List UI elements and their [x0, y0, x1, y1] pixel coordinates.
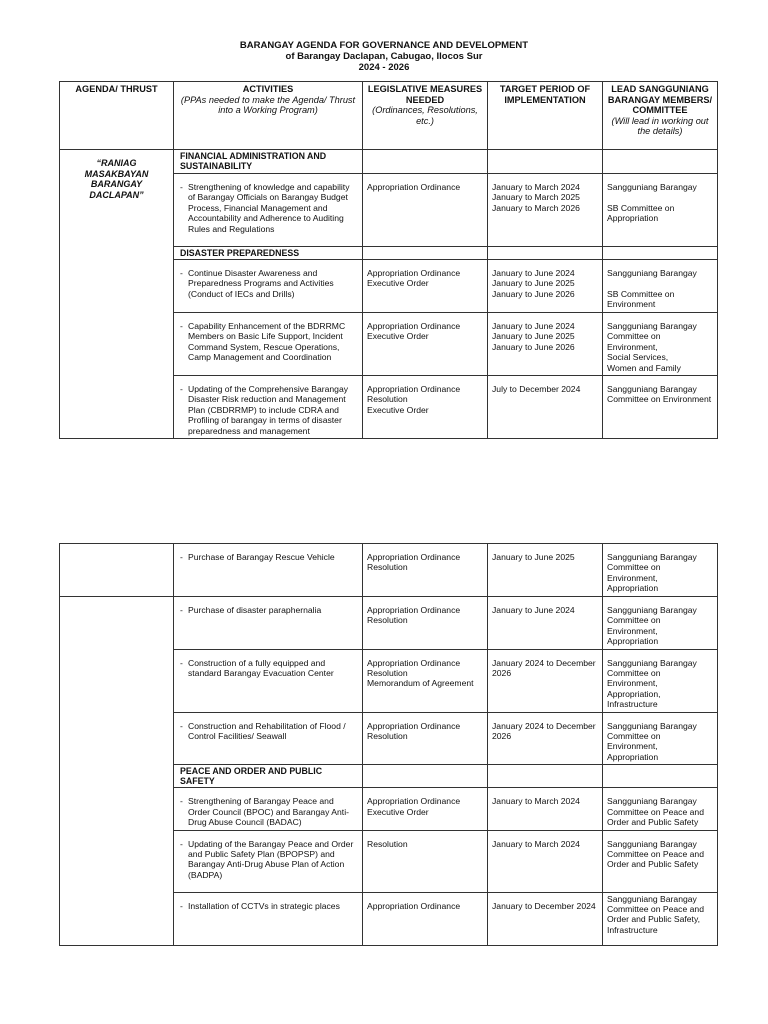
lead-cell: Sangguniang Barangay Committee on Peace and Order and Public Safety, Infrastructure	[603, 892, 718, 945]
table-row: - Purchase of Barangay Rescue Vehicle Appropriation Ordinance Resolution January to June 2025 Sangguniang Barangay Committee on Environment, Appropriation	[60, 544, 718, 597]
table-row: - Strengthening of knowledge and capability of Barangay Officials on Barangay Budget Process, Financial Management and Accountability and Adherence to Auditing Rules and Regulations Appropriation Ordinance January to March 2024 January to March 2025 January to March 2026 Sangguniang Barangay SB Committee on Appropriation	[60, 174, 718, 247]
table-row: - Capability Enhancement of the BDRRMC Members on Basic Life Support, Incident Command System, Rescue Operations, Camp Management and Coordination Appropriation Ordinance Executive Order January to June 2024 January to June 2025 January to June 2026 Sangguniang Barangay Committee on Environment, Social Services, Women and Family	[60, 313, 718, 376]
table-row: - Continue Disaster Awareness and Preparedness Programs and Activities (Conduct of IECs and Drills) Appropriation Ordinance Executive Order January to June 2024 January to June 2025 January to June 2026 Sangguniang Barangay SB Committee on Environment	[60, 260, 718, 313]
col-note-legislative: (Ordinances, Resolutions, etc.)	[372, 105, 478, 126]
legislative-cell: Appropriation Ordinance Executive Order	[363, 260, 488, 313]
table-row: - Strengthening of Barangay Peace and Order Council (BPOC) and Barangay Anti-Drug Abuse Council (BADAC) Appropriation Ordinance Executive Order January to March 2024 Sangguniang Barangay Committee on Peace and Order and Public Safety	[60, 788, 718, 830]
col-header-activities: ACTIVITIES (PPAs needed to make the Agenda/ Thrust into a Working Program)	[174, 82, 363, 150]
target-cell: January 2024 to December 2026	[488, 712, 603, 765]
target-cell: January to March 2024 January to March 2025 January to March 2026	[488, 174, 603, 247]
target-cell: January 2024 to December 2026	[488, 649, 603, 712]
activity-text: Updating of the Comprehensive Barangay Disaster Risk reduction and Management Plan (CBDRRMP) to include CDRA and Profiling of barangay in terms of disaster preparedness and management	[188, 384, 349, 436]
lead-cell: Sangguniang Barangay Committee on Environment, Appropriation	[603, 597, 718, 650]
activity-text: Purchase of disaster paraphernalia	[188, 605, 322, 615]
table-row: - Construction and Rehabilitation of Flood / Control Facilities/ Seawall Appropriation Ordinance Resolution January 2024 to December 2026 Sangguniang Barangay Committee on Environment, Appropriation	[60, 712, 718, 765]
legislative-cell: Appropriation Ordinance Resolution	[363, 544, 488, 597]
lead-cell: Sangguniang Barangay Committee on Environment, Appropriation	[603, 712, 718, 765]
lead-cell: Sangguniang Barangay SB Committee on Environment	[603, 260, 718, 313]
activity-text: Construction and Rehabilitation of Flood / Control Facilities/ Seawall	[188, 720, 346, 742]
lead-cell: Sangguniang Barangay Committee on Environment, Appropriation	[603, 544, 718, 597]
lead-cell: Sangguniang Barangay Committee on Peace and Order and Public Safety	[603, 788, 718, 830]
table-row: - Purchase of disaster paraphernalia Appropriation Ordinance Resolution January to June 2024 Sangguniang Barangay Committee on Environment, Appropriation	[60, 597, 718, 650]
activity-text: Continue Disaster Awareness and Preparedness Programs and Activities (Conduct of IECs and Drills)	[188, 268, 334, 299]
document-years: 2024 - 2026	[358, 62, 410, 73]
table-row: - Updating of the Barangay Peace and Order and Public Safety Plan (BPOPSP) and Barangay Anti-Drug Abuse Plan of Action (BADPA) Resolution January to March 2024 Sangguniang Barangay Committee on Peace and Order and Public Safety	[60, 830, 718, 892]
col-header-agenda: AGENDA/ THRUST	[60, 82, 174, 150]
agenda-empty-cell	[60, 597, 174, 946]
col-header-target: TARGET PERIOD OF IMPLEMENTATION	[488, 82, 603, 150]
target-cell: January to June 2024	[488, 597, 603, 650]
agenda-table-page2	[59, 543, 718, 946]
agenda-thrust-cell: “RANIAG MASAKBAYAN BARANGAY DACLAPAN”	[60, 150, 174, 439]
col-note-lead: (Will lead in working out the details)	[611, 115, 709, 136]
legislative-cell: Appropriation Ordinance Executive Order	[363, 788, 488, 830]
legislative-cell: Appropriation Ordinance Executive Order	[363, 313, 488, 376]
section-peace: PEACE AND ORDER AND PUBLIC SAFETY	[174, 765, 363, 788]
lead-cell: Sangguniang Barangay Committee on Environment, Social Services, Women and Family	[603, 313, 718, 376]
target-cell: January to March 2024	[488, 788, 603, 830]
activity-text: Strengthening of Barangay Peace and Order Council (BPOC) and Barangay Anti-Drug Abuse Council (BADAC)	[188, 796, 349, 828]
table-row: - Installation of CCTVs in strategic places Appropriation Ordinance January to December 2024 Sangguniang Barangay Committee on Peace and Order and Public Safety, Infrastructure	[60, 892, 718, 945]
activity-text: Purchase of Barangay Rescue Vehicle	[188, 552, 335, 562]
agenda-table-page1	[59, 81, 718, 439]
legislative-cell: Appropriation Ordinance Resolution Memorandum of Agreement	[363, 649, 488, 712]
lead-cell: Sangguniang Barangay SB Committee on Appropriation	[603, 174, 718, 247]
document-subtitle: of Barangay Daclapan, Cabugao, Ilocos Sur	[285, 51, 483, 62]
target-cell: January to December 2024	[488, 892, 603, 945]
legislative-cell: Appropriation Ordinance Resolution Executive Order	[363, 376, 488, 439]
legislative-cell: Appropriation Ordinance Resolution	[363, 712, 488, 765]
legislative-cell: Appropriation Ordinance Resolution	[363, 597, 488, 650]
lead-cell: Sangguniang Barangay Committee on Peace and Order and Public Safety	[603, 830, 718, 892]
table-row: - Updating of the Comprehensive Barangay Disaster Risk reduction and Management Plan (CBDRRMP) to include CDRA and Profiling of barangay in terms of disaster preparedness and management Appropriation Ordinance Resolution Executive Order July to December 2024 Sangguniang Barangay Committee on Environment	[60, 376, 718, 439]
target-cell: January to March 2024	[488, 830, 603, 892]
table-row: - Construction of a fully equipped and standard Barangay Evacuation Center Appropriation Ordinance Resolution Memorandum of Agreement January 2024 to December 2026 Sangguniang Barangay Committee on Environment, Appropriation, Infrastructure	[60, 649, 718, 712]
target-cell: January to June 2025	[488, 544, 603, 597]
table-header-row	[60, 82, 718, 150]
activity-text: Capability Enhancement of the BDRRMC Members on Basic Life Support, Incident Command System, Rescue Operations, Camp Management and Coordination	[188, 321, 346, 363]
activity-text: Installation of CCTVs in strategic places	[188, 900, 340, 911]
lead-cell: Sangguniang Barangay Committee on Environment	[603, 376, 718, 439]
agenda-empty-cell	[60, 544, 174, 597]
activity-text: Construction of a fully equipped and standard Barangay Evacuation Center	[188, 657, 334, 679]
legislative-cell: Appropriation Ordinance	[363, 174, 488, 247]
document-title: BARANGAY AGENDA FOR GOVERNANCE AND DEVELOPMENT	[239, 40, 529, 51]
section-row	[60, 150, 718, 174]
section-disaster: DISASTER PREPAREDNESS	[174, 247, 363, 260]
col-header-lead: LEAD SANGGUNIANG BARANGAY MEMBERS/ COMMITTEE (Will lead in working out the details)	[603, 82, 718, 150]
col-header-legislative: LEGISLATIVE MEASURES NEEDED (Ordinances, Resolutions, etc.)	[363, 82, 488, 150]
target-cell: January to June 2024 January to June 2025 January to June 2026	[488, 260, 603, 313]
target-cell: January to June 2024 January to June 2025 January to June 2026	[488, 313, 603, 376]
activity-text: Strengthening of knowledge and capability of Barangay Officials on Barangay Budget Process, Financial Management and Accountability and Adherence to Auditing Rules and Regulations	[188, 182, 350, 234]
target-cell: July to December 2024	[488, 376, 603, 439]
activity-text: Updating of the Barangay Peace and Order and Public Safety Plan (BPOPSP) and Barangay Anti-Drug Abuse Plan of Action (BADPA)	[188, 838, 354, 880]
col-note-activities: (PPAs needed to make the Agenda/ Thrust into a Working Program)	[180, 94, 356, 115]
section-financial: FINANCIAL ADMINISTRATION AND SUSTAINABILITY	[174, 150, 363, 174]
lead-cell: Sangguniang Barangay Committee on Environment, Appropriation, Infrastructure	[603, 649, 718, 712]
legislative-cell: Resolution	[363, 830, 488, 892]
legislative-cell: Appropriation Ordinance	[363, 892, 488, 945]
